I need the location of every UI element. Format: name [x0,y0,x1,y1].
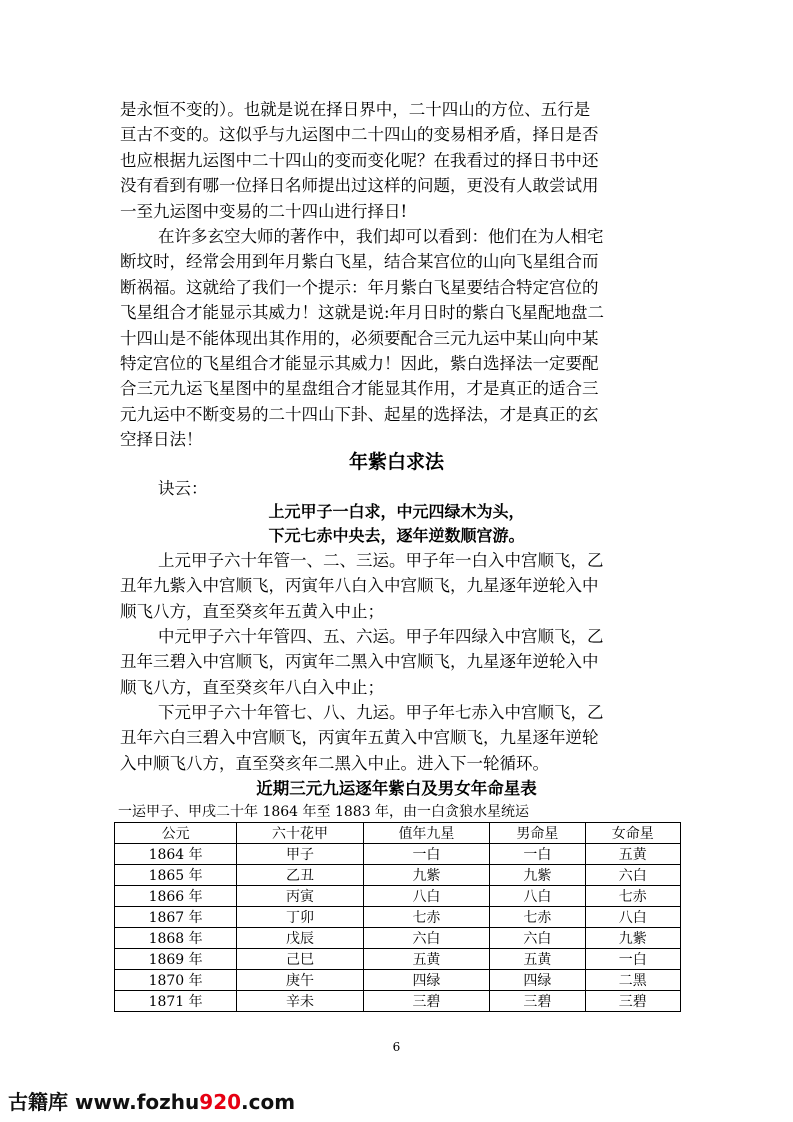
text-line: 特定宫位的飞星组合才能显示其威力！因此，紫白选择法一定要配 [120,354,599,374]
cell-ganzhi: 丙寅 [237,886,363,907]
table-row [115,991,681,1012]
text-line: 入中顺飞八方，直至癸亥年二黑入中止。进入下一轮循环。 [120,753,549,773]
cell-female-star: 九紫 [585,928,680,949]
cell-male-star: 五黄 [490,949,585,970]
table-row [115,928,681,949]
text-line: 丑年九紫入中宫顺飞，丙寅年八白入中宫顺飞，九星逐年逆轮入中 [120,576,599,596]
cell-year-star: 一白 [363,844,489,865]
verse-line-2: 下元七赤中央去，逐年逆数顺宫游。 [268,526,525,545]
cell-male-star: 八白 [490,886,585,907]
watermark-site-name: 古籍库 [8,1090,68,1114]
text-line: 丑年三碧入中宫顺飞，丙寅年二黑入中宫顺飞，九星逐年逆轮入中 [120,652,599,672]
watermark-url-number: 920 [199,1090,242,1114]
cell-male-star: 四绿 [490,970,585,991]
cell-year: 1864 年 [115,844,237,865]
cell-year: 1866 年 [115,886,237,907]
cell-ganzhi: 戊辰 [237,928,363,949]
cell-male-star: 九紫 [490,865,585,886]
site-watermark [8,1086,295,1115]
text-line: 丑年六白三碧入中宫顺飞，丙寅年五黄入中宫顺飞，九星逐年逆轮 [120,728,599,748]
text-line: 十四山是不能体现出其作用的，必须要配合三元九运中某山向中某 [120,328,599,348]
cell-year: 1867 年 [115,907,237,928]
cell-female-star: 一白 [585,949,680,970]
table-caption: 一运甲子、甲戌二十年 1864 年至 1883 年，由一白贪狼水星统运 [118,804,530,820]
cell-female-star: 六白 [585,865,680,886]
text-line: 中元甲子六十年管四、五、六运。甲子年四绿入中宫顺飞，乙 [158,627,604,646]
text-line: 在许多玄空大师的著作中，我们却可以看到：他们在为人相宅 [158,227,604,246]
cell-year-star: 四绿 [363,970,489,991]
cell-ganzhi: 庚午 [237,970,363,991]
table-row [115,907,681,928]
header-year-star: 值年九星 [363,823,489,844]
cell-male-star: 三碧 [490,991,585,1012]
cell-year: 1870 年 [115,970,237,991]
table-title: 近期三元九运逐年紫白及男女年命星表 [256,779,537,798]
text-line: 合三元九运飞星图中的星盘组合才能显其作用，才是真正的适合三 [120,379,599,399]
cell-year: 1869 年 [115,949,237,970]
cell-ganzhi: 乙丑 [237,865,363,886]
paragraph-zeri-change [120,97,665,224]
header-female-star: 女命星 [585,823,680,844]
paragraph-lower-yuan [120,700,665,776]
section-title: 年紫白求法 [348,451,444,473]
text-line: 元九运中不断变易的二十四山下卦、起星的选择法，才是真正的玄 [120,404,599,424]
text-line: 上元甲子六十年管一、二、三运。甲子年一白入中宫顺飞，乙 [158,551,604,570]
text-line: 断坟时，经常会用到年月紫白飞星，结合某宫位的山向飞星组合而 [120,252,599,272]
paragraph-upper-yuan [120,548,665,624]
paragraph-middle-yuan [120,624,665,700]
text-line: 顺飞八方，直至癸亥年八白入中止； [120,677,384,697]
watermark-url-suffix: .com [241,1090,296,1114]
text-line: 断祸福。这就给了我们一个提示：年月紫白飞星要结合特定宫位的 [120,277,599,297]
cell-year-star: 五黄 [363,949,489,970]
cell-year-star: 九紫 [363,865,489,886]
cell-male-star: 一白 [490,844,585,865]
table-row [115,844,681,865]
cell-female-star: 三碧 [585,991,680,1012]
text-line: 顺飞八方，直至癸亥年五黄入中止； [120,601,384,621]
cell-ganzhi: 己巳 [237,949,363,970]
cell-year-star: 三碧 [363,991,489,1012]
cell-male-star: 六白 [490,928,585,949]
cell-year: 1871 年 [115,991,237,1012]
table-row [115,949,681,970]
text-line: 没有看到有哪一位择日名师提出过这样的问题，更没有人敢尝试用 [120,176,599,196]
table-header-row [115,823,681,844]
cell-ganzhi: 丁卯 [237,907,363,928]
watermark-url-prefix: www.fozhu [74,1090,200,1114]
page-number: 6 [392,1040,401,1054]
text-line: 飞星组合才能显示其威力！这就是说:年月日时的紫白飞星配地盘二 [120,303,605,323]
text-line: 亘古不变的。这似乎与九运图中二十四山的变易相矛盾，择日是否 [120,125,599,145]
cell-ganzhi: 甲子 [237,844,363,865]
cell-year-star: 八白 [363,886,489,907]
paragraph-xuankong-masters [120,224,665,453]
cell-year-star: 六白 [363,928,489,949]
cell-year: 1868 年 [115,928,237,949]
cell-female-star: 八白 [585,907,680,928]
text-line: 空择日法！ [120,430,203,450]
text-line: 也应根据九运图中二十四山的变而变化呢？在我看过的择日书中还 [120,150,599,170]
verse-intro [120,476,665,501]
header-year: 公元 [115,823,237,844]
table-row [115,865,681,886]
text-line: 一至九运图中变易的二十四山进行择日! [120,201,408,221]
table-row [115,886,681,907]
header-male-star: 男命星 [490,823,585,844]
nine-star-table [114,822,681,1012]
cell-female-star: 七赤 [585,886,680,907]
cell-year: 1865 年 [115,865,237,886]
header-ganzhi: 六十花甲 [237,823,363,844]
table-row [115,970,681,991]
cell-female-star: 二黑 [585,970,680,991]
text-line: 下元甲子六十年管七、八、九运。甲子年七赤入中宫顺飞，乙 [158,703,604,722]
verse-line-1: 上元甲子一白求，中元四绿木为头， [268,502,525,521]
cell-male-star: 七赤 [490,907,585,928]
text-line: 是永恒不变的）。也就是说在择日界中，二十四山的方位、五行是 [120,100,591,119]
cell-female-star: 五黄 [585,844,680,865]
cell-year-star: 七赤 [363,907,489,928]
cell-ganzhi: 辛未 [237,991,363,1012]
text-line: 诀云： [158,479,208,498]
